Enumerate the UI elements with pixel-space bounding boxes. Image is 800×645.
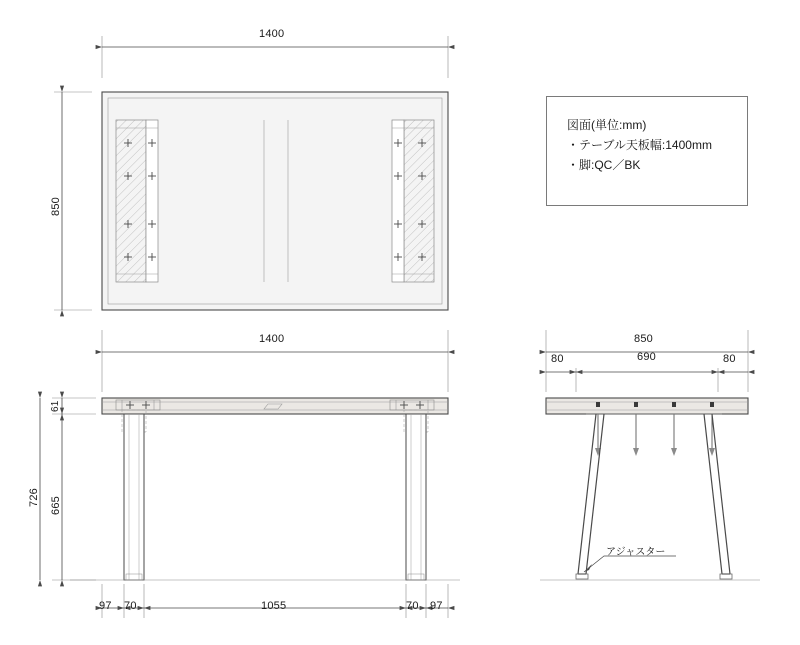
front-view-vertical-dimensions	[40, 398, 96, 580]
dim-top-width: 1400	[259, 28, 285, 40]
front-view-right-leg	[406, 414, 426, 580]
top-view	[54, 36, 448, 310]
dim-side-inner: 690	[637, 351, 656, 363]
dim-front-thickness: 61	[50, 400, 61, 412]
dim-front-total-height: 726	[28, 488, 40, 507]
front-view	[40, 330, 460, 618]
adjuster-label: アジャスター	[606, 547, 666, 558]
dim-side-width: 850	[634, 333, 653, 345]
note-line-leg-type: ・脚:QC／BK	[567, 158, 641, 172]
dim-front-span: 1055	[261, 600, 287, 612]
notes-box	[546, 96, 748, 206]
side-view-adjusters	[576, 574, 732, 579]
note-line-tabletop-width: ・テーブル天板幅:1400mm	[567, 138, 712, 152]
adjuster-leader-line	[584, 556, 676, 572]
dim-front-leg-right: 70	[406, 600, 419, 612]
dim-side-left-offset: 80	[551, 353, 564, 365]
note-line-title: 図面(単位:mm)	[567, 118, 647, 132]
dim-top-height: 850	[50, 197, 62, 216]
side-view-bolt-shanks	[598, 414, 712, 450]
dim-side-right-offset: 80	[723, 353, 736, 365]
front-view-left-leg	[124, 414, 144, 580]
side-view-bolt-tips	[595, 448, 715, 456]
dim-front-leg-height: 665	[50, 496, 62, 515]
top-view-width-dimension	[102, 36, 448, 78]
dim-front-offset-right: 97	[430, 600, 443, 612]
side-view-tabletop	[546, 398, 748, 414]
dim-front-leg-left: 70	[124, 600, 137, 612]
dim-front-offset-left: 97	[99, 600, 112, 612]
dim-front-width: 1400	[259, 333, 285, 345]
